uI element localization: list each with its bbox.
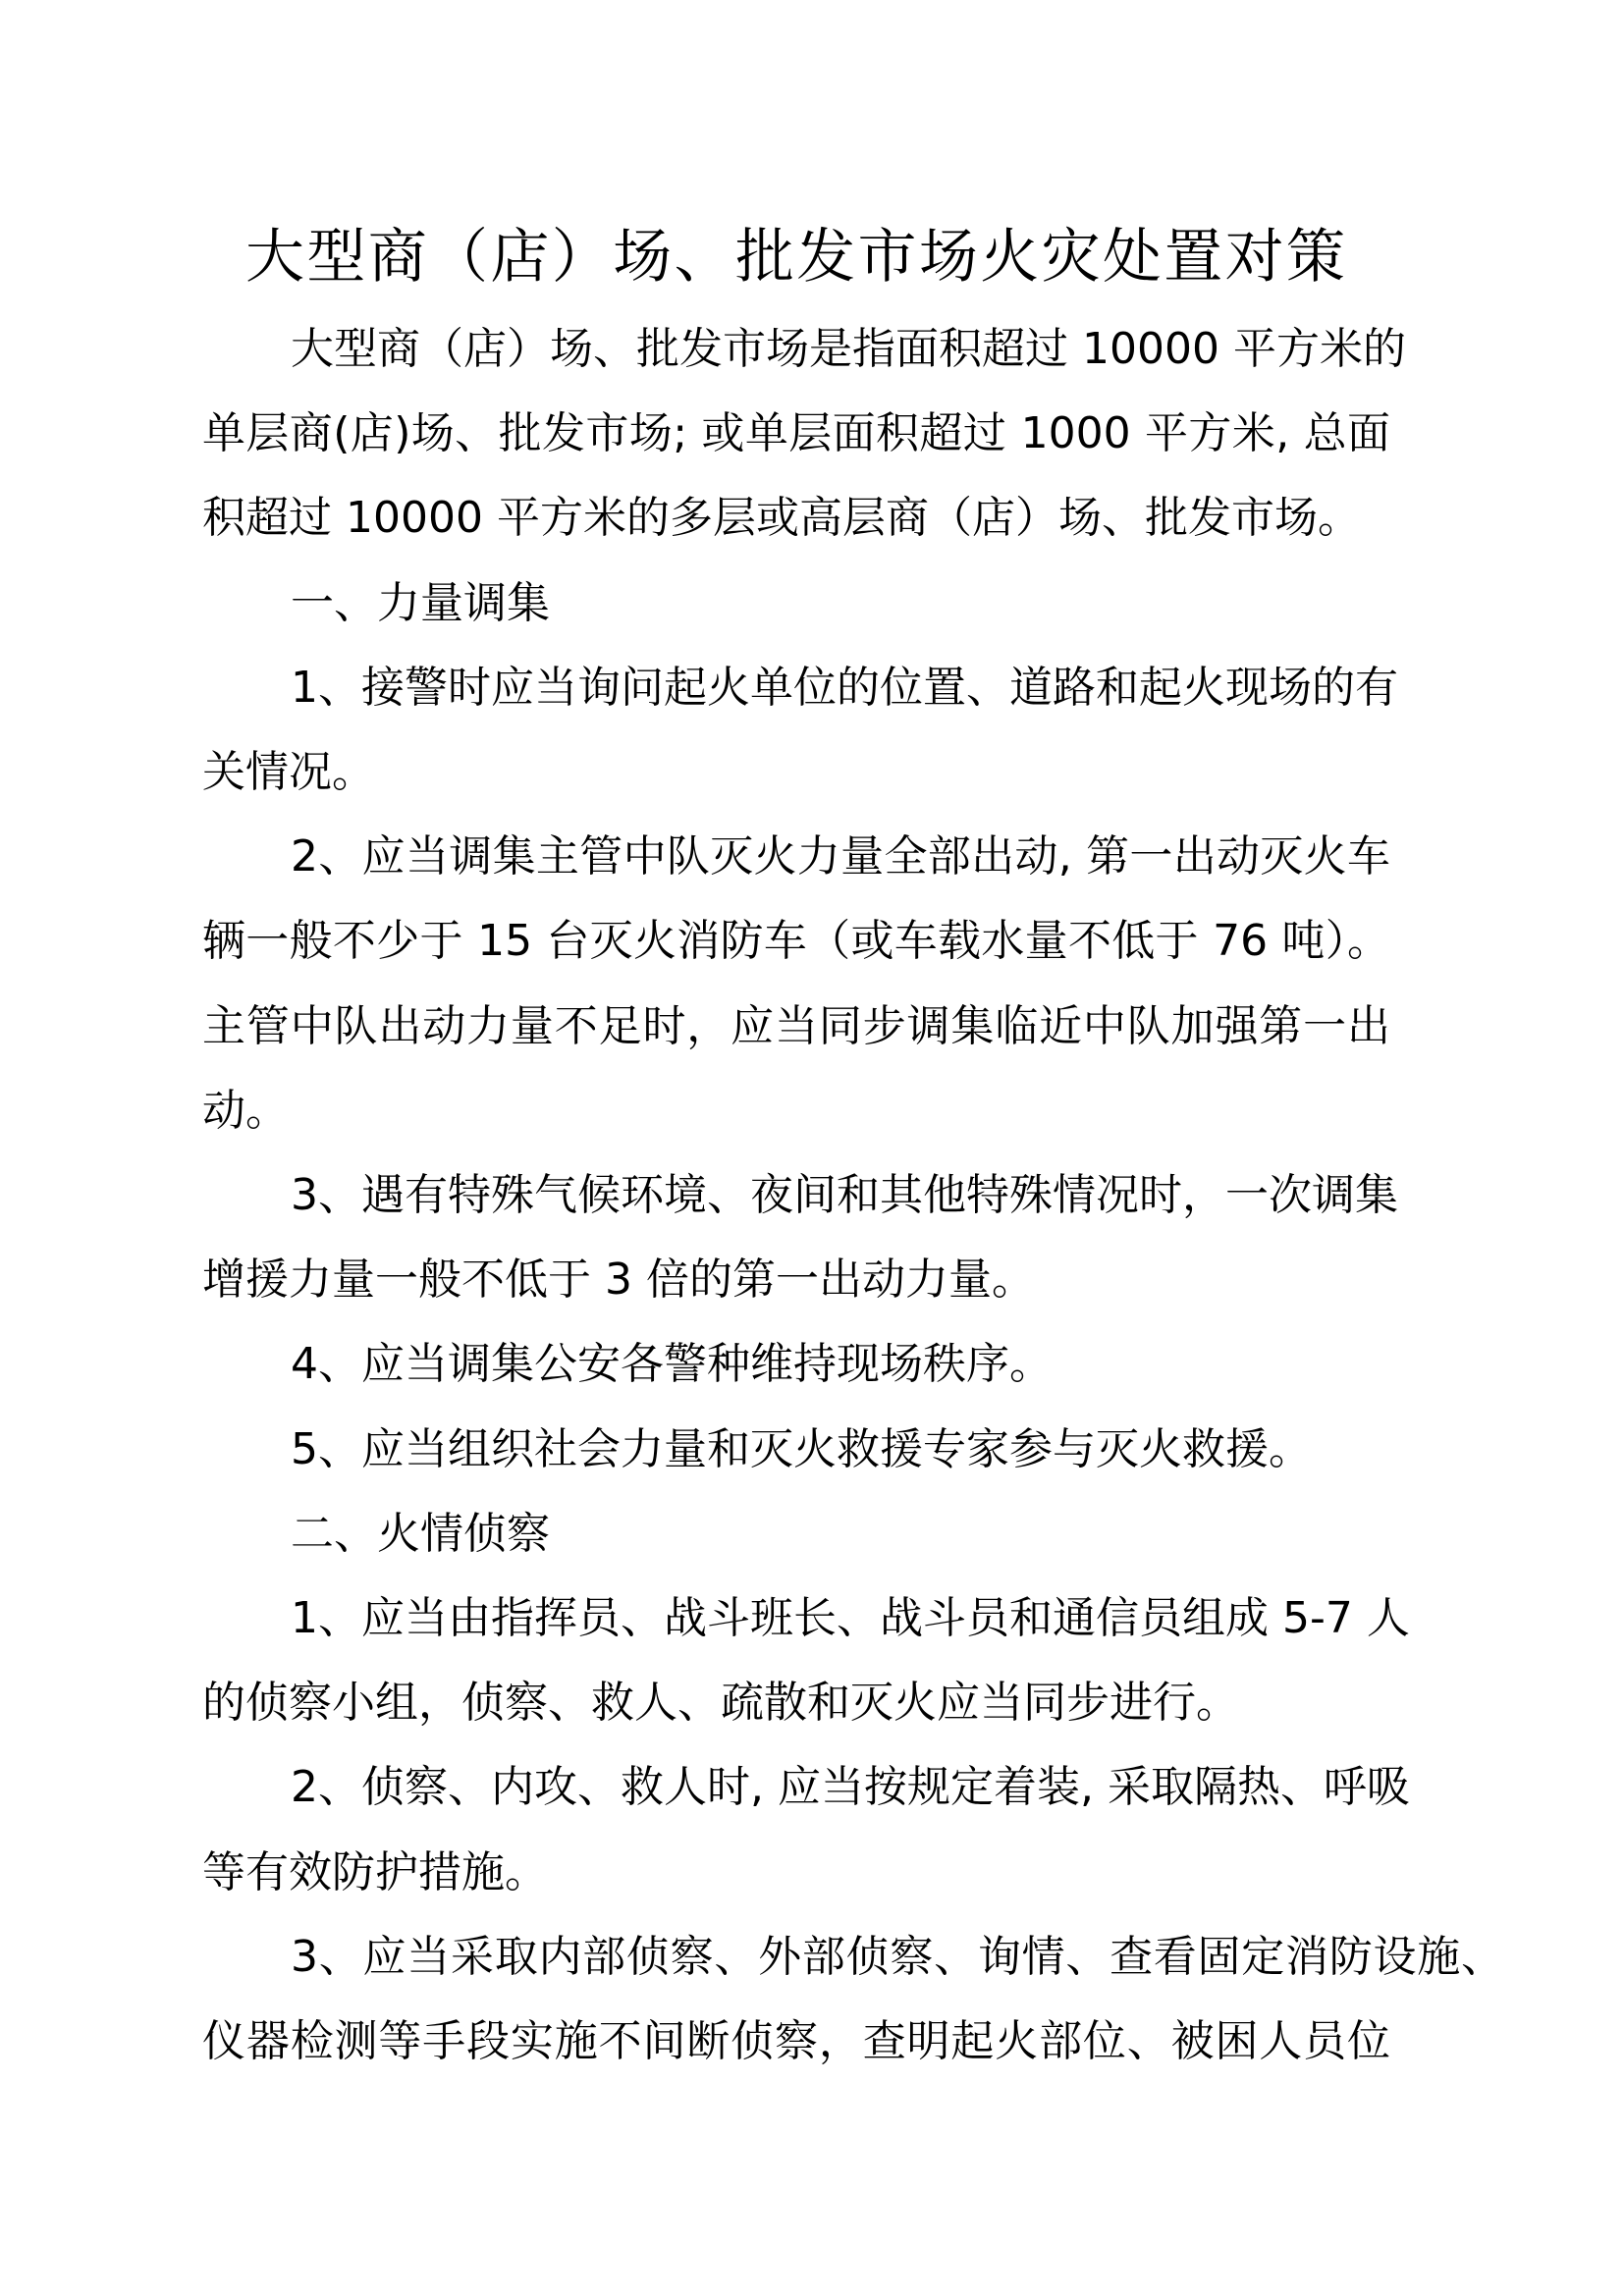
- paragraph-line: 一、力量调集: [291, 577, 550, 628]
- paragraph-line: 辆一般不少于 15 台灭火消防车（或车载水量不低于 76 吨）。: [202, 916, 1390, 967]
- paragraph-line: 1、接警时应当询问起火单位的位置、道路和起火现场的有: [291, 662, 1398, 713]
- paragraph-line: 主管中队出动力量不足时，应当同步调集临近中队加强第一出: [202, 1000, 1390, 1051]
- paragraph-line: 等有效防护措施。: [202, 1846, 548, 1897]
- paragraph-line: 仪器检测等手段实施不间断侦察，查明起火部位、被困人员位: [202, 2016, 1390, 2066]
- paragraph-line: 1、应当由指挥员、战斗班长、战斗员和通信员组成 5-7 人: [291, 1593, 1410, 1643]
- paragraph-line: 二、火情侦察: [291, 1508, 550, 1559]
- paragraph-line: 5、应当组织社会力量和灭火救援专家参与灭火救援。: [291, 1423, 1312, 1474]
- paragraph-line: 2、应当调集主管中队灭火力量全部出动, 第一出动灭火车: [291, 831, 1390, 882]
- paragraph-line: 的侦察小组，侦察、救人、疏散和灭火应当同步进行。: [202, 1678, 1239, 1729]
- paragraph-line: 单层商(店)场、批发市场; 或单层面积超过 1000 平方米, 总面: [202, 408, 1390, 459]
- paragraph-line: 关情况。: [202, 747, 375, 797]
- paragraph-line: 2、侦察、内攻、救人时, 应当按规定着装, 采取隔热、呼吸: [291, 1762, 1410, 1813]
- paragraph-line: 4、应当调集公安各警种维持现场秩序。: [291, 1339, 1053, 1390]
- paragraph-line: 3、遇有特殊气候环境、夜间和其他特殊情况时，一次调集: [291, 1170, 1398, 1220]
- paragraph-line: 增援力量一般不低于 3 倍的第一出动力量。: [202, 1255, 1035, 1306]
- paragraph-line: 3、应当采取内部侦察、外部侦察、询情、查看固定消防设施、: [291, 1931, 1504, 1982]
- paragraph-line: 动。: [202, 1085, 289, 1136]
- document-title: 大型商（店）场、批发市场火灾处置对策: [245, 223, 1345, 292]
- paragraph-line: 积超过 10000 平方米的多层或高层商（店）场、批发市场。: [202, 493, 1361, 544]
- paragraph-line: 大型商（店）场、批发市场是指面积超过 10000 平方米的: [291, 324, 1406, 374]
